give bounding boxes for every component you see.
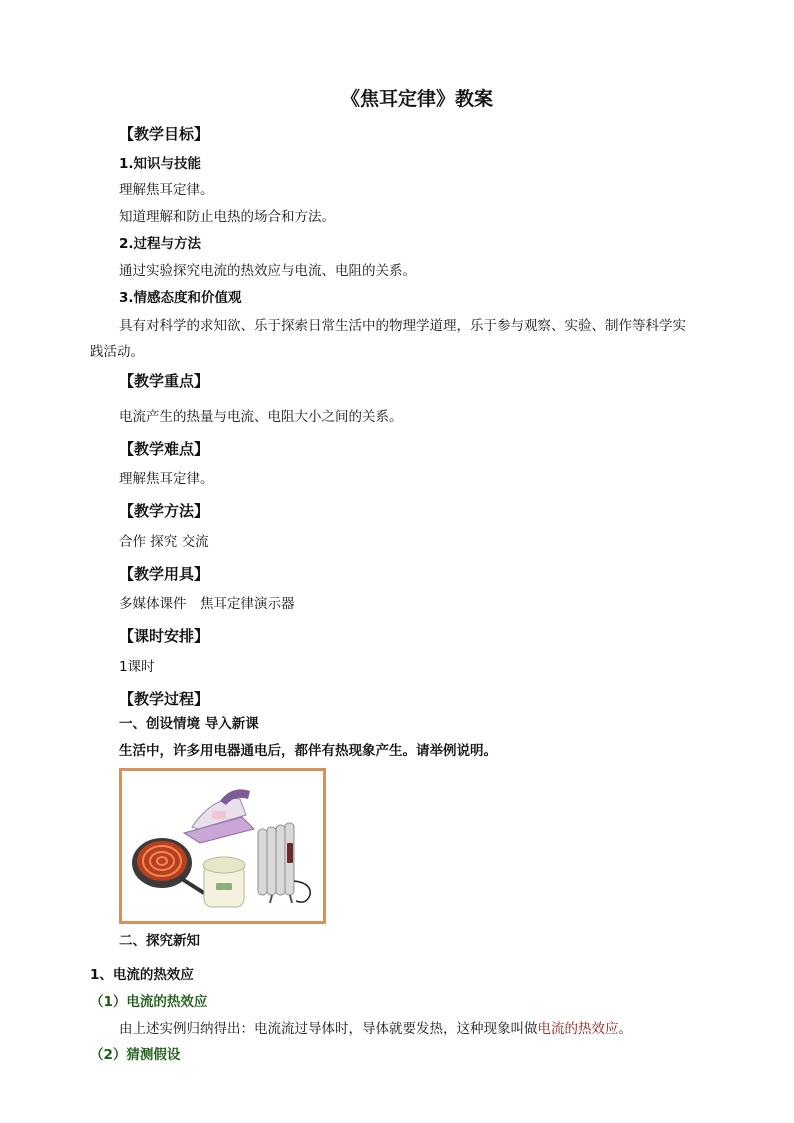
heading-goals: 【教学目标】 bbox=[119, 125, 210, 143]
page-title: 《焦耳定律》教案 bbox=[341, 88, 494, 110]
sub1-1-text bbox=[119, 1020, 632, 1038]
schedule-text: 1课时 bbox=[119, 659, 155, 675]
goal3-line1: 具有对科学的求知欲、乐于探索日常生活中的物理学道理，乐于参与观察、实验、制作等科学实 bbox=[119, 318, 686, 334]
step1-text: 生活中，许多用电器通电后，都伴有热现象产生。请举例说明。 bbox=[119, 743, 497, 759]
appliances-image bbox=[119, 768, 326, 924]
heading-schedule: 【课时安排】 bbox=[119, 627, 210, 645]
key-text: 电流产生的热量与电流、电阻大小之间的关系。 bbox=[119, 409, 403, 425]
heading-tools: 【教学用具】 bbox=[119, 565, 210, 583]
sub1-1-heading: （1）电流的热效应 bbox=[90, 994, 208, 1010]
goal1-heading: 1.知识与技能 bbox=[119, 156, 202, 172]
sub1-1-term: 电流的热效应 bbox=[537, 1021, 619, 1037]
method-text: 合作 探究 交流 bbox=[119, 534, 209, 550]
step1-heading: 一、创设情境 导入新课 bbox=[119, 716, 259, 732]
goal3-line2: 践活动。 bbox=[90, 344, 144, 360]
step2-heading: 二、探究新知 bbox=[119, 933, 200, 949]
sub1-1-text-c: 。 bbox=[618, 1021, 632, 1037]
heading-key: 【教学重点】 bbox=[119, 372, 210, 390]
difficulty-text: 理解焦耳定律。 bbox=[119, 471, 214, 487]
goal2-line1: 通过实验探究电流的热效应与电流、电阻的关系。 bbox=[119, 263, 416, 279]
goal1-line2: 知道理解和防止电热的场合和方法。 bbox=[119, 209, 335, 225]
goal1-line1: 理解焦耳定律。 bbox=[119, 182, 214, 198]
appliances-illustration bbox=[122, 771, 323, 921]
tools-text: 多媒体课件 焦耳定律演示器 bbox=[119, 596, 295, 612]
heading-method: 【教学方法】 bbox=[119, 502, 210, 520]
sub1-2-heading: （2）猜测假设 bbox=[90, 1047, 181, 1063]
sub1-heading: 1、电流的热效应 bbox=[90, 967, 194, 983]
goal3-heading: 3.情感态度和价值观 bbox=[119, 290, 242, 306]
goal2-heading: 2.过程与方法 bbox=[119, 236, 202, 252]
heading-process: 【教学过程】 bbox=[119, 690, 210, 708]
sub1-1-text-a: 由上述实例归纳得出：电流流过导体时，导体就要发热，这种现象叫做 bbox=[119, 1021, 538, 1037]
heading-difficulty: 【教学难点】 bbox=[119, 440, 210, 458]
